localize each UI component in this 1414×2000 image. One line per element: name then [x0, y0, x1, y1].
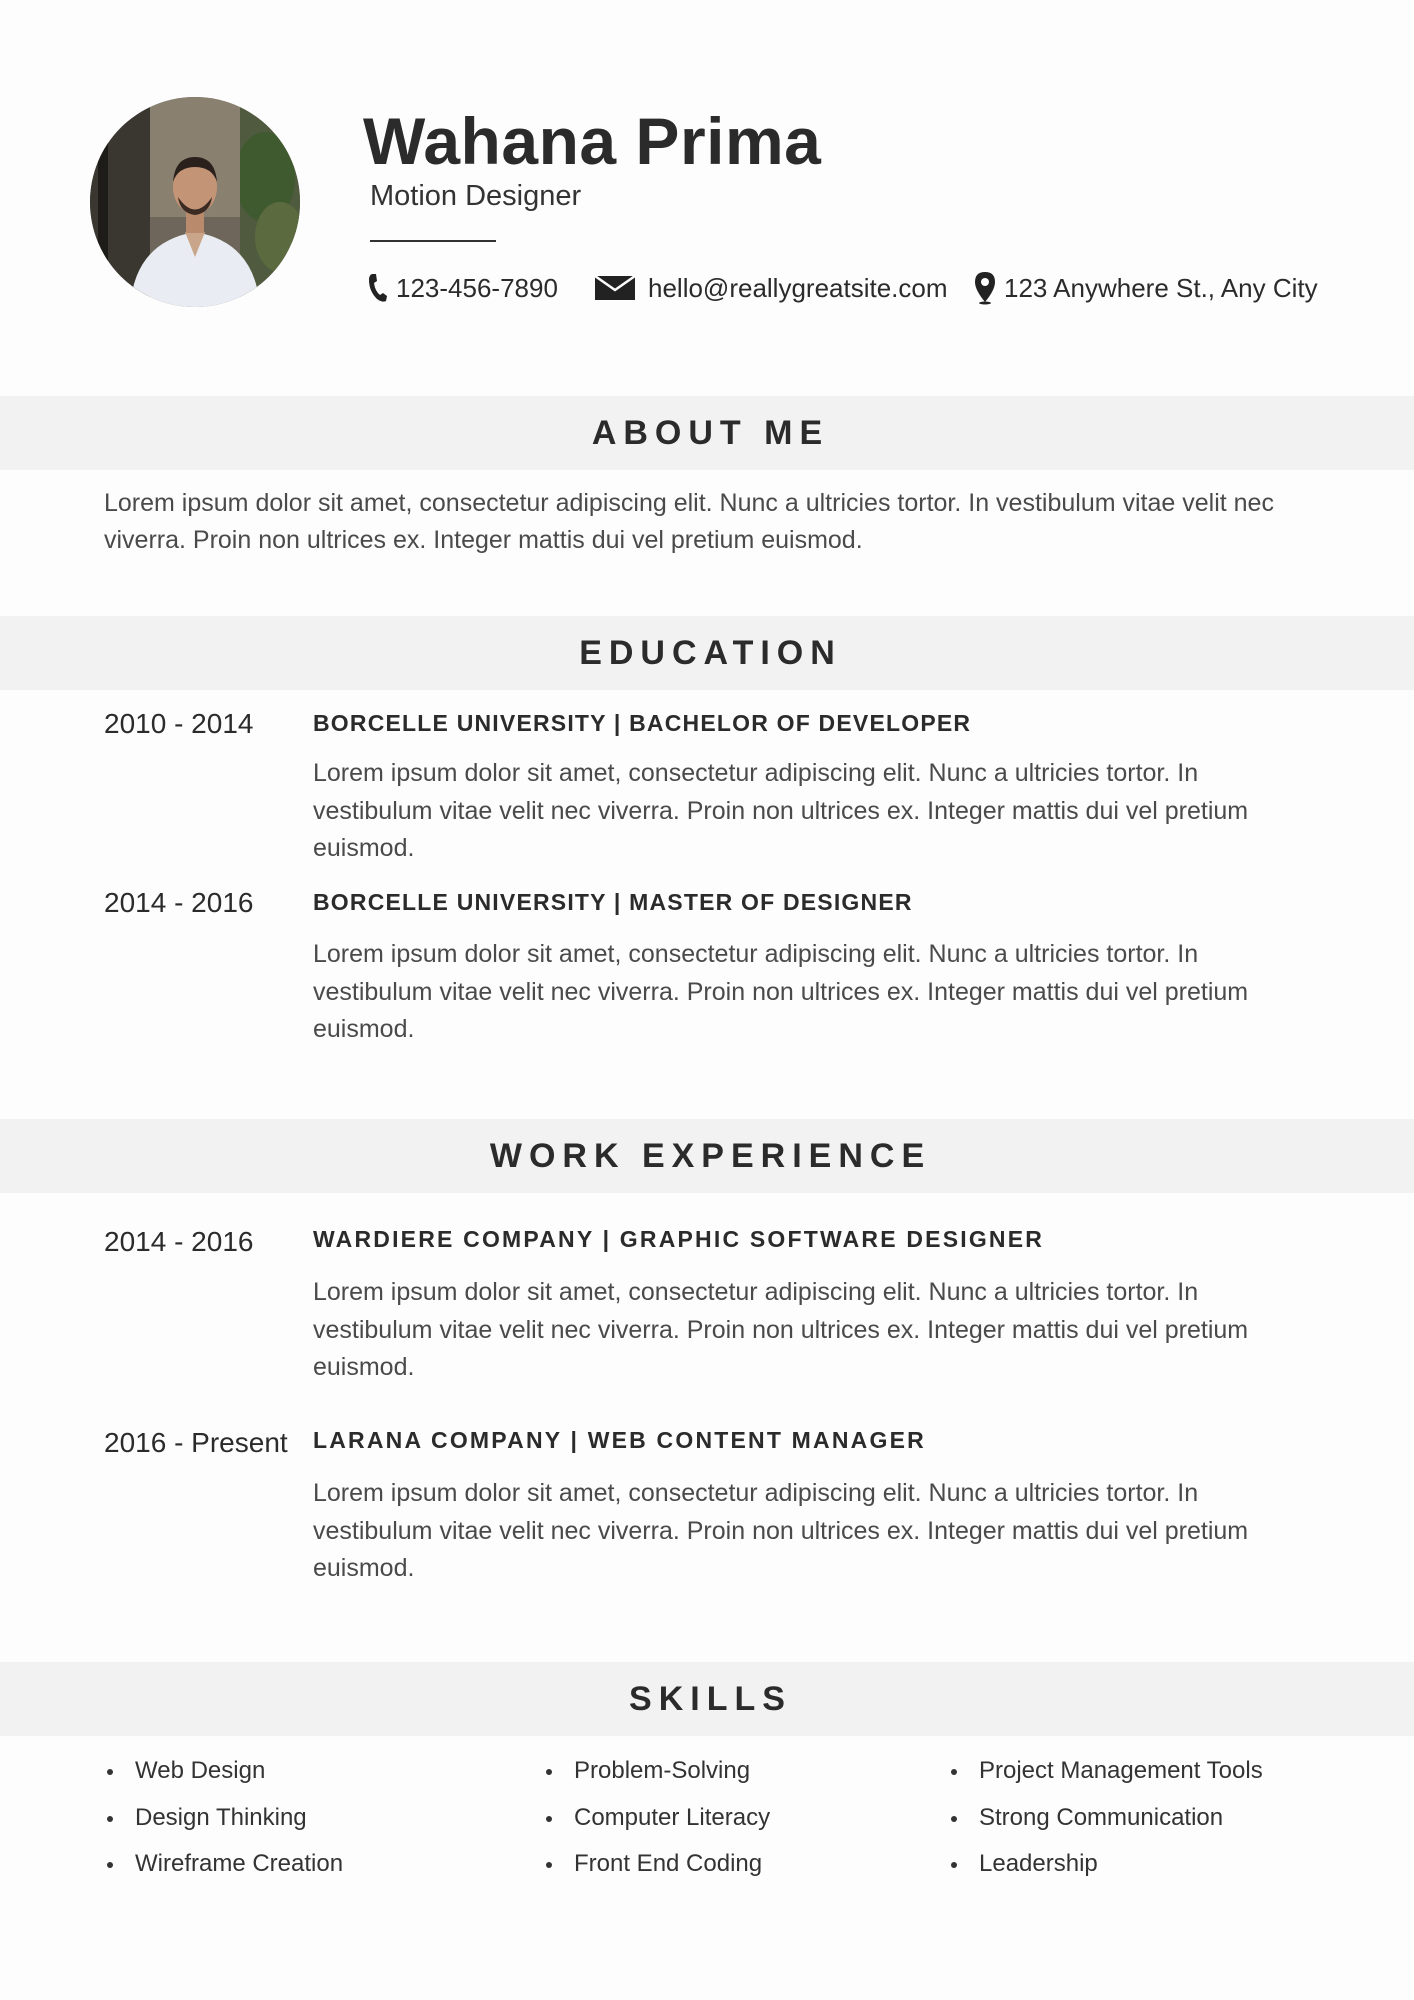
- contact-address: [974, 270, 1318, 306]
- skill-item: Project Management Tools: [948, 1748, 1263, 1795]
- section-heading: WORK EXPERIENCE: [489, 1136, 932, 1175]
- skill-item: Web Design: [104, 1748, 343, 1795]
- mail-icon: [594, 275, 636, 301]
- entry-title: LARANA COMPANY | WEB CONTENT MANAGER: [313, 1427, 926, 1453]
- skills-column: [104, 1748, 343, 1888]
- skill-item: Strong Communication: [948, 1795, 1263, 1842]
- section-heading: SKILLS: [629, 1679, 792, 1718]
- skill-item: Wireframe Creation: [104, 1841, 343, 1888]
- email-text: hello@reallygreatsite.com: [648, 272, 948, 303]
- entry-title: WARDIERE COMPANY | GRAPHIC SOFTWARE DESIGNER: [313, 1226, 1045, 1252]
- section-work-header: [0, 1119, 1414, 1193]
- phone-icon: [366, 272, 388, 304]
- entry-description: Lorem ipsum dolor sit amet, consectetur adipiscing elit. Nunc a ultricies tortor. In vestibulum vitae velit nec viverra. Proin non ultrices ex. Integer mattis dui vel pretium euismod.: [313, 940, 1249, 1043]
- job-title: Motion Designer: [370, 180, 582, 212]
- skills-list: [0, 1748, 1414, 1888]
- skill-item: Design Thinking: [104, 1795, 343, 1842]
- entry-title: BORCELLE UNIVERSITY | MASTER OF DESIGNER: [313, 889, 913, 915]
- section-heading: EDUCATION: [579, 633, 842, 672]
- skills-column: [543, 1748, 770, 1888]
- entry-date: 2014 - 2016: [104, 887, 254, 918]
- contact-phone: [366, 270, 558, 306]
- profile-photo: [90, 97, 300, 307]
- section-heading: ABOUT ME: [591, 413, 830, 452]
- candidate-name: Wahana Prima: [363, 104, 822, 178]
- location-pin-icon: [974, 271, 996, 305]
- skills-column: [948, 1748, 1263, 1888]
- skill-item: Problem-Solving: [543, 1748, 770, 1795]
- section-education-header: [0, 616, 1414, 690]
- skill-item: Computer Literacy: [543, 1795, 770, 1842]
- section-about-header: [0, 396, 1414, 470]
- address-text: 123 Anywhere St., Any City: [1004, 272, 1318, 303]
- title-divider: [370, 240, 496, 242]
- about-text: Lorem ipsum dolor sit amet, consectetur adipiscing elit. Nunc a ultricies tortor. In vestibulum vitae velit nec viverra. Proin non ultrices ex. Integer mattis dui vel pretium euismod.: [104, 489, 1274, 554]
- resume-header: [0, 0, 1414, 395]
- entry-description: Lorem ipsum dolor sit amet, consectetur adipiscing elit. Nunc a ultricies tortor. In vestibulum vitae velit nec viverra. Proin non ultrices ex. Integer mattis dui vel pretium euismod.: [313, 1479, 1249, 1582]
- skill-item: Front End Coding: [543, 1841, 770, 1888]
- entry-description: Lorem ipsum dolor sit amet, consectetur adipiscing elit. Nunc a ultricies tortor. In vestibulum vitae velit nec viverra. Proin non ultrices ex. Integer mattis dui vel pretium euismod.: [313, 1278, 1249, 1381]
- section-skills-header: [0, 1662, 1414, 1736]
- skill-item: Leadership: [948, 1841, 1263, 1888]
- contact-email: [594, 270, 948, 306]
- entry-date: 2016 - Present: [104, 1427, 288, 1458]
- entry-title: BORCELLE UNIVERSITY | BACHELOR OF DEVELOPER: [313, 710, 972, 736]
- entry-date: 2010 - 2014: [104, 708, 254, 739]
- entry-description: Lorem ipsum dolor sit amet, consectetur adipiscing elit. Nunc a ultricies tortor. In vestibulum vitae velit nec viverra. Proin non ultrices ex. Integer mattis dui vel pretium euismod.: [313, 759, 1249, 862]
- phone-text: 123-456-7890: [396, 272, 558, 303]
- entry-date: 2014 - 2016: [104, 1226, 254, 1257]
